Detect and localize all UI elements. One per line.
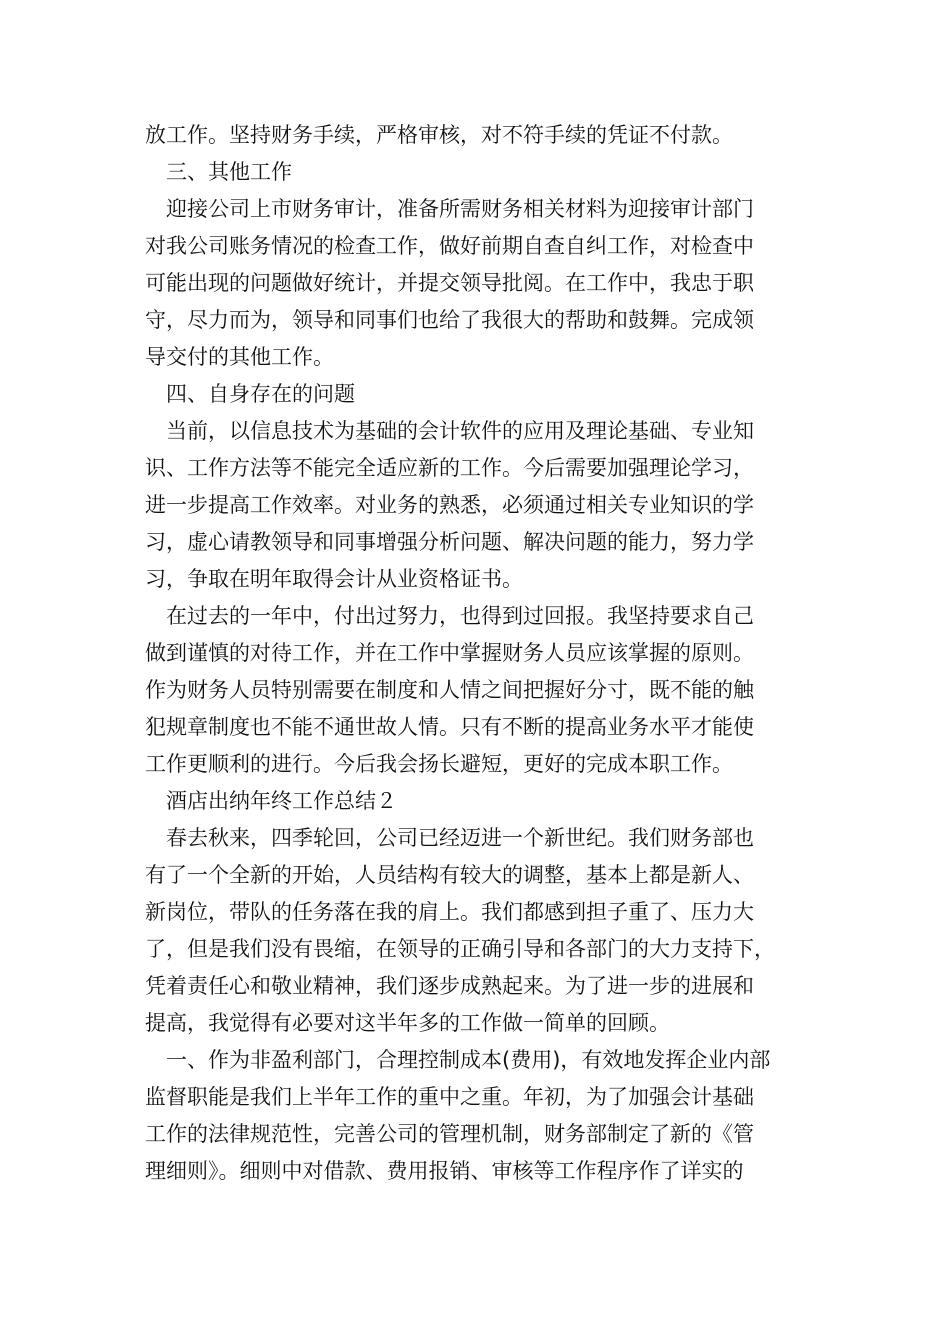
text-line: 迎接公司上市财务审计，准备所需财务相关材料为迎接审计部门 (145, 197, 754, 221)
text-line: 新岗位，带队的任务落在我的肩上。我们都感到担子重了、压力大 (145, 900, 754, 924)
text-line: 凭着责任心和敬业精神，我们逐步成熟起来。为了进一步的进展和 (145, 974, 754, 998)
text-line: 当前，以信息技术为基础的会计软件的应用及理论基础、专业知 (145, 419, 754, 443)
text-line: 守，尽力而为，领导和同事们也给了我很大的帮助和鼓舞。完成领 (145, 308, 754, 332)
text-line: 了，但是我们没有畏缩，在领导的正确引导和各部门的大力支持下， (145, 937, 775, 961)
text-line: 提高，我觉得有必要对这半年多的工作做一简单的回顾。 (145, 1011, 670, 1035)
document-body (145, 117, 810, 1190)
text-line: 可能出现的问题做好统计，并提交领导批阅。在工作中，我忠于职 (145, 271, 754, 295)
text-line: 识、工作方法等不能完全适应新的工作。今后需要加强理论学习， (145, 456, 754, 480)
text-line: 理细则》。细则中对借款、费用报销、审核等工作程序作了详实的 (145, 1159, 744, 1183)
text-line: 导交付的其他工作。 (145, 345, 334, 369)
article-title-summary-2: 酒店出纳年终工作总结２ (145, 789, 397, 813)
text-line: 在过去的一年中，付出过努力，也得到过回报。我坚持要求自己 (145, 604, 754, 628)
text-line: 进一步提高工作效率。对业务的熟悉，必须通过相关专业知识的学 (145, 493, 754, 517)
section-heading-problems: 四、自身存在的问题 (145, 382, 355, 406)
text-line: 工作的法律规范性，完善公司的管理机制，财务部制定了新的《管 (145, 1122, 754, 1146)
section-heading-cost-control: 一、作为非盈利部门，合理控制成本(费用)，有效地发挥企业内部 (145, 1048, 771, 1072)
text-line: 习，争取在明年取得会计从业资格证书。 (145, 567, 523, 591)
text-line: 工作更顺利的进行。今后我会扬长避短，更好的完成本职工作。 (145, 752, 733, 776)
text-line: 监督职能是我们上半年工作的重中之重。年初，为了加强会计基础 (145, 1085, 754, 1109)
section-heading-other-work: 三、其他工作 (145, 160, 292, 184)
text-line: 春去秋来，四季轮回，公司已经迈进一个新世纪。我们财务部也 (145, 826, 754, 850)
text-line: 习，虚心请教领导和同事增强分析问题、解决问题的能力，努力学 (145, 530, 754, 554)
text-line: 对我公司账务情况的检查工作，做好前期自查自纠工作，对检查中 (145, 234, 754, 258)
text-line: 作为财务人员特别需要在制度和人情之间把握好分寸，既不能的触 (145, 678, 754, 702)
text-line: 有了一个全新的开始，人员结构有较大的调整，基本上都是新人、 (145, 863, 754, 887)
text-line: 放工作。坚持财务手续，严格审核，对不符手续的凭证不付款。 (145, 123, 733, 147)
text-line: 做到谨慎的对待工作，并在工作中掌握财务人员应该掌握的原则。 (145, 641, 754, 665)
text-line: 犯规章制度也不能不通世故人情。只有不断的提高业务水平才能使 (145, 715, 754, 739)
